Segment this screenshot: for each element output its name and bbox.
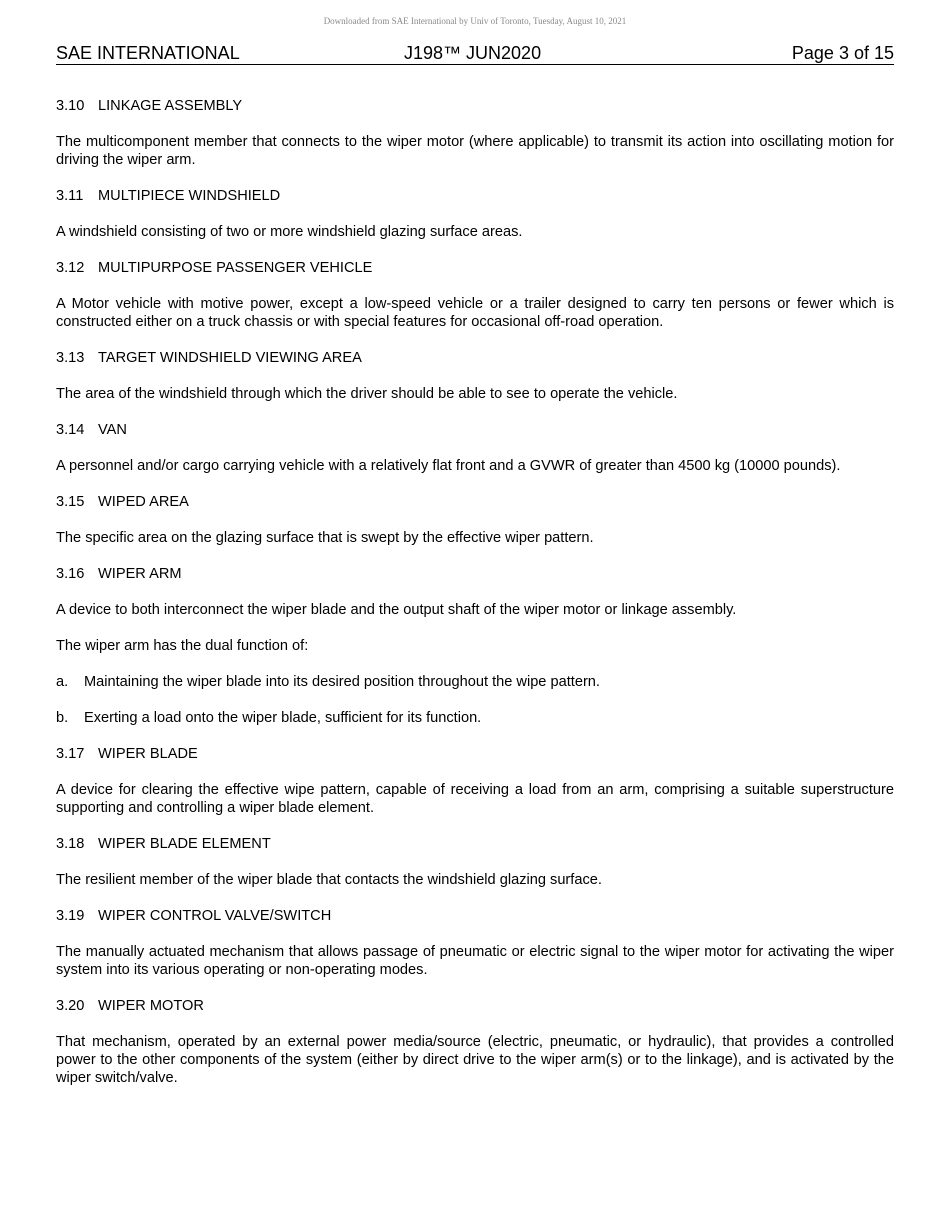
page-header [56,43,894,65]
definition-paragraph: The wiper arm has the dual function of: [56,638,309,654]
list-item [56,709,894,727]
section-number: 3.15 [56,494,85,510]
definition-paragraph: That mechanism, operated by an external power media/source (electric, pneumatic, or hydraulic), that provides a controlled power to the other components of the system (either by direct drive to the wiper arm(s) or to the linkage), and is activated by the wiper switch/valve. [56,1034,894,1086]
section-number: 3.16 [56,566,85,582]
section-heading [56,835,894,853]
section-heading [56,493,894,511]
definition-paragraph: The area of the windshield through which the driver should be able to see to operate the vehicle. [56,386,678,402]
section-title: WIPER CONTROL VALVE/SWITCH [98,908,332,924]
section-title: WIPER MOTOR [98,998,204,1014]
definition-paragraph: A device to both interconnect the wiper blade and the output shaft of the wiper motor or linkage assembly. [56,602,737,618]
section-title: MULTIPURPOSE PASSENGER VEHICLE [98,260,373,276]
section-number: 3.11 [56,188,84,204]
section-number: 3.17 [56,746,85,762]
section-heading [56,187,894,205]
section-title: WIPER BLADE ELEMENT [98,836,271,852]
section-heading [56,997,894,1015]
section-number: 3.10 [56,98,85,114]
definition-paragraph: A personnel and/or cargo carrying vehicle with a relatively flat front and a GVWR of greater than 4500 kg (10000 pounds). [56,458,841,474]
list-item-text: Maintaining the wiper blade into its desired position throughout the wipe pattern. [84,674,600,690]
section-title: MULTIPIECE WINDSHIELD [98,188,281,204]
section-number: 3.18 [56,836,85,852]
list-marker: a. [56,674,69,690]
section-heading [56,259,894,277]
section-number: 3.19 [56,908,85,924]
section-number: 3.12 [56,260,85,276]
section-title: TARGET WINDSHIELD VIEWING AREA [98,350,362,366]
section-number: 3.20 [56,998,85,1014]
section-title: VAN [98,422,127,438]
section-heading [56,907,894,925]
section-number: 3.13 [56,350,85,366]
header-document-id: J198™ JUN2020 [404,43,542,63]
document-body [56,97,894,1105]
section-number: 3.14 [56,422,85,438]
definition-paragraph: A windshield consisting of two or more windshield glazing surface areas. [56,224,523,240]
download-watermark: Downloaded from SAE International by Univ of Toronto, Tuesday, August 10, 2021 [323,16,627,26]
list-marker: b. [56,710,69,726]
section-title: WIPED AREA [98,494,189,510]
definition-paragraph: A device for clearing the effective wipe pattern, capable of receiving a load from an arm, comprising a suitable superstructure supporting and controlling a wiper blade element. [56,782,894,816]
definition-paragraph: The specific area on the glazing surface that is swept by the effective wiper pattern. [56,530,594,546]
section-title: LINKAGE ASSEMBLY [98,98,243,114]
section-heading [56,745,894,763]
section-title: WIPER BLADE [98,746,198,762]
definition-paragraph: A Motor vehicle with motive power, except a low-speed vehicle or a trailer designed to carry ten persons or fewer which is constructed either on a truck chassis or with special features for occasional off-road operation. [56,296,894,330]
section-heading [56,421,894,439]
section-title: WIPER ARM [98,566,182,582]
definition-paragraph: The resilient member of the wiper blade that contacts the windshield glazing surface. [56,872,602,888]
definition-paragraph: The manually actuated mechanism that allows passage of pneumatic or electric signal to the wiper motor for activating the wiper system into its various operating or non-operating modes. [56,944,894,978]
header-page-number: Page 3 of 15 [791,43,894,63]
list-item-text: Exerting a load onto the wiper blade, sufficient for its function. [84,710,482,726]
header-organization: SAE INTERNATIONAL [56,43,240,63]
definition-paragraph: The multicomponent member that connects to the wiper motor (where applicable) to transmit its action into oscillating motion for driving the wiper arm. [56,134,894,168]
section-heading [56,97,894,115]
section-heading [56,349,894,367]
list-item [56,673,894,691]
section-heading [56,565,894,583]
